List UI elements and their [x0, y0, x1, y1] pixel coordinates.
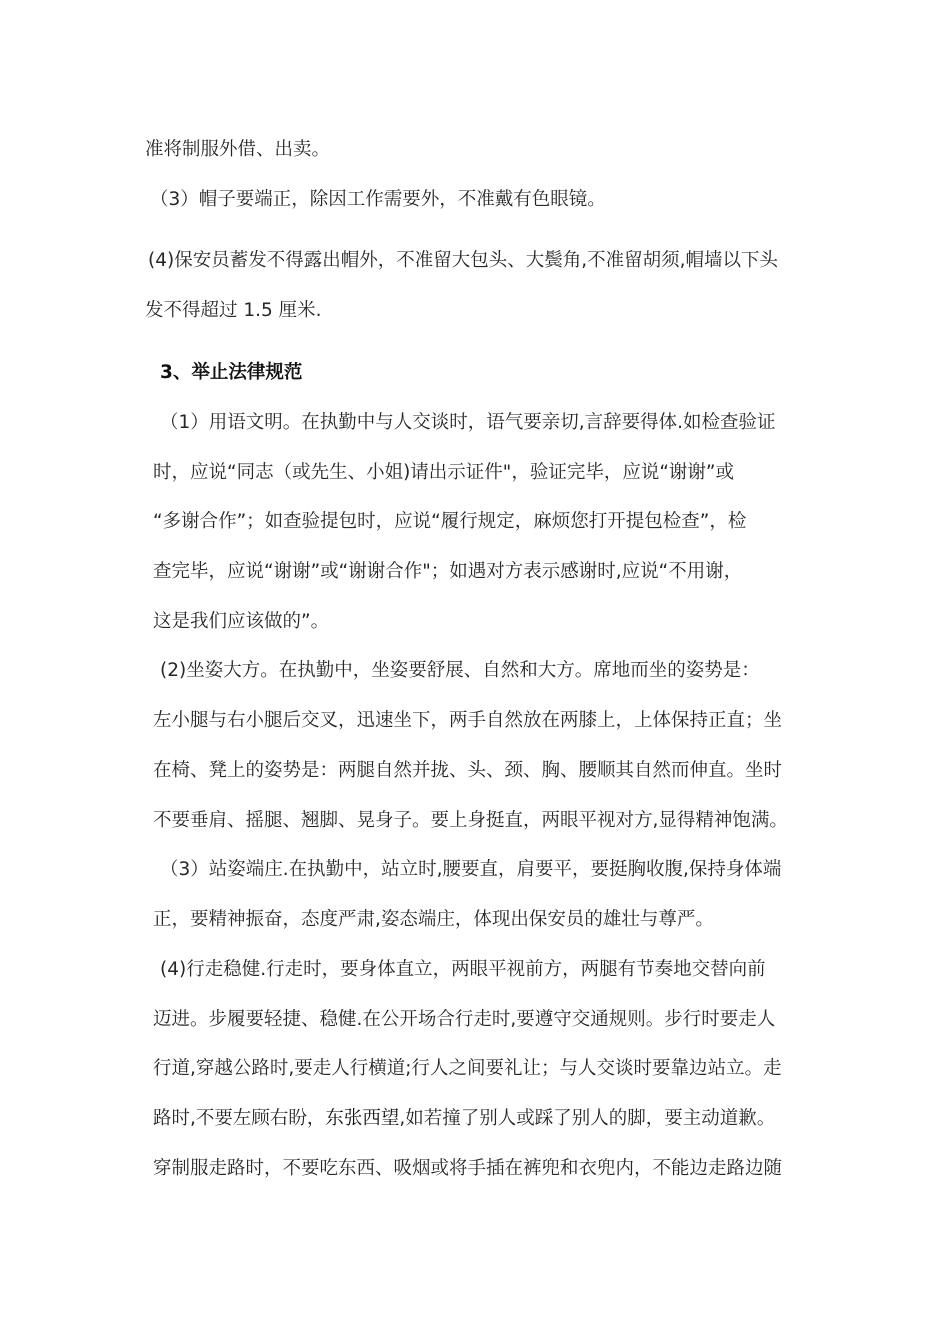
- text-line: 不要垂肩、摇腿、翘脚、晃身子。要上身挺直，两眼平视对方,显得精神饱满。: [153, 810, 788, 831]
- text-line: 准将制服外借、出卖。: [145, 139, 331, 160]
- text-line: 时，应说“同志（或先生、小姐)请出示证件"，验证完毕，应说“谢谢”或: [153, 462, 734, 483]
- text-line: 穿制服走路时，不要吃东西、吸烟或将手插在裤兜和衣兜内，不能边走路边随: [153, 1158, 783, 1179]
- text-line: （3）帽子要端正，除因工作需要外，不准戴有色眼镜。: [150, 189, 606, 210]
- text-line: “多谢合作”；如查验提包时，应说“履行规定，麻烦您打开提包检查”，检: [153, 511, 747, 532]
- text-segment: ,如若撞了别人或踩了别人的脚，要主动道歉。: [399, 1108, 776, 1129]
- text-line: (2)坐姿大方。在执勤中，坐姿要舒展、自然和大方。席地而坐的姿势是：: [160, 660, 760, 681]
- text-line: （3）站姿端庄.在执勤中，站立时,腰要直，肩要平，要挺胸收腹,保持身体端: [160, 859, 782, 880]
- section-heading: 3、举止法律规范: [160, 362, 303, 383]
- text-line: 迈进。步履要轻捷、稳健.在公开场合行走时,要遵守交通规则。步行时要走人: [153, 1009, 776, 1030]
- text-line: （1）用语文明。在执勤中与人交谈时，语气要亲切,言辞要得体.如检查验证: [160, 412, 776, 433]
- text-line: (4)行走稳健.行走时，要身体直立，两眼平视前方，两腿有节奏地交替向前: [160, 959, 766, 980]
- text-line: 行道,穿越公路时,要走人行横道;行人之间要礼让；与人交谈时要靠边站立。走: [153, 1058, 782, 1079]
- text-line: 左小腿与右小腿后交叉，迅速坐下，两手自然放在两膝上，上体保持正直；坐: [153, 710, 783, 731]
- text-line: 这是我们应该做的”。: [153, 611, 330, 632]
- text-line: 查完毕，应说“谢谢”或“谢谢合作"；如遇对方表示感谢时,应说“不用谢，: [153, 561, 743, 582]
- text-line: (4)保安员蓄发不得露出帽外，不准留大包头、大鬓角,不准留胡须,帽墙以下头: [148, 250, 778, 271]
- highlighted-phrase: 东张西望: [325, 1108, 400, 1129]
- text-segment: 路时,不要左顾右盼，: [153, 1108, 326, 1129]
- text-line: 在椅、凳上的姿势是：两腿自然并拢、头、颈、胸、腰顺其自然而伸直。坐时: [153, 760, 783, 781]
- text-line: 正，要精神振奋，态度严肃,姿态端庄，体现出保安员的雄壮与尊严。: [153, 909, 714, 930]
- text-line: 发不得超过 1.5 厘米.: [145, 300, 322, 321]
- text-line: [153, 1106, 775, 1132]
